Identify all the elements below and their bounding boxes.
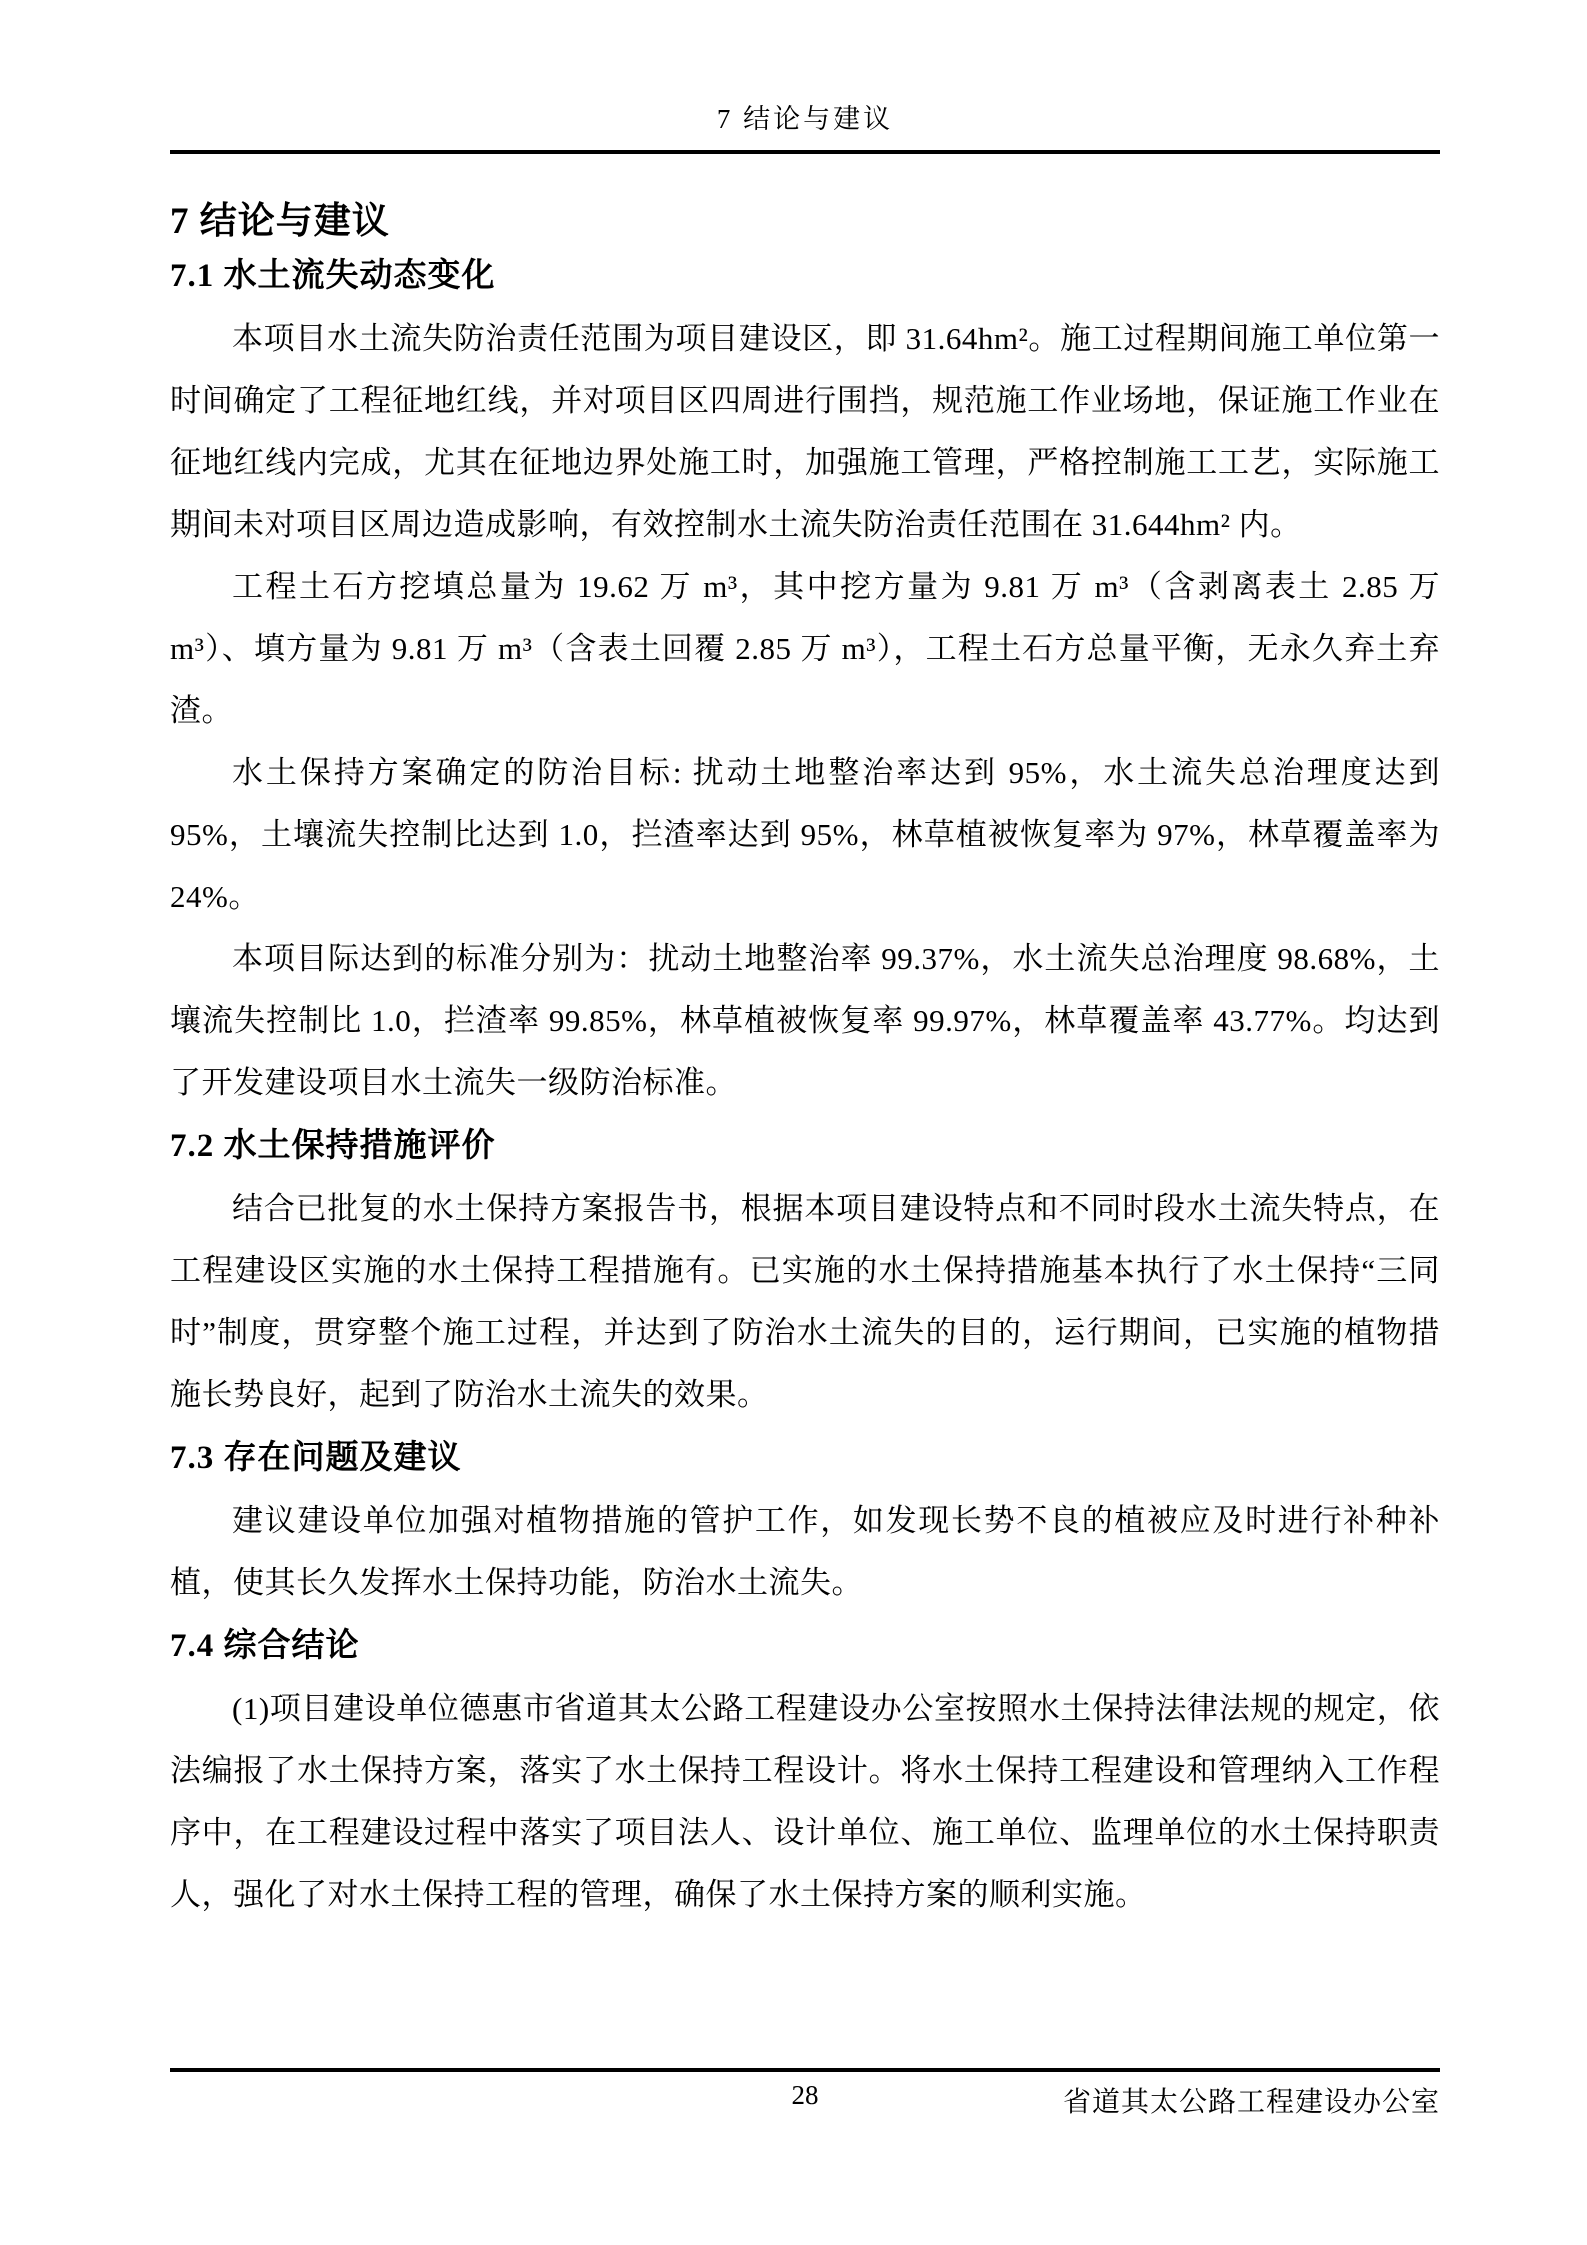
chapter-title: 7 结论与建议 [170, 201, 390, 242]
paragraph: 本项目际达到的标准分别为：扰动土地整治率 99.37%，水土流失总治理度 98.68%，土壤流失控制比 1.0，拦渣率 99.85%，林草植被恢复率 99.97%，林草覆盖率 43.77%。均达到了开发建设项目水土流失一级防治标准。 [170, 941, 1440, 1100]
section-heading-7-3: 7.3 存在问题及建议 [170, 1440, 462, 1476]
paragraph: 水土保持方案确定的防治目标: 扰动土地整治率达到 95%，水土流失总治理度达到 95%，土壤流失控制比达到 1.0，拦渣率达到 95%，林草植被恢复率为 97%，林草覆盖率为 24%。 [170, 755, 1440, 914]
paragraph: (1)项目建设单位德惠市省道其太公路工程建设办公室按照水土保持法律法规的规定，依法编报了水土保持方案，落实了水土保持工程设计。将水土保持工程建设和管理纳入工作程序中，在工程建设过程中落实了项目法人、设计单位、施工单位、监理单位的水土保持职责人，强化了对水土保持工程的管理，确保了水土保持方案的顺利实施。 [170, 1691, 1440, 1912]
paragraph: 本项目水土流失防治责任范围为项目建设区，即 31.64hm²。施工过程期间施工单位第一时间确定了工程征地红线，并对项目区四周进行围挡，规范施工作业场地，保证施工作业在征地红线内完成，尤其在征地边界处施工时，加强施工管理，严格控制施工工艺，实际施工期间未对项目区周边造成影响，有效控制水土流失防治责任范围在 31.644hm² 内。 [170, 321, 1440, 542]
page-footer [170, 2068, 1440, 2132]
running-header: 7 结论与建议 [170, 102, 1440, 154]
page-number: 28 [791, 2080, 819, 2110]
footer-organization: 省道其太公路工程建设办公室 [1062, 2087, 1440, 2118]
section-heading-7-2: 7.2 水土保持措施评价 [170, 1128, 496, 1164]
paragraph: 工程土石方挖填总量为 19.62 万 m³，其中挖方量为 9.81 万 m³（含剥离表土 2.85 万 m³）、填方量为 9.81 万 m³（含表土回覆 2.85 万 m³），工程土石方总量平衡，无永久弃土弃渣。 [170, 569, 1440, 728]
section-heading-7-4: 7.4 综合结论 [170, 1628, 360, 1664]
section-heading-7-1: 7.1 水土流失动态变化 [170, 258, 496, 294]
paragraph: 建议建设单位加强对植物措施的管护工作，如发现长势不良的植被应及时进行补种补植，使其长久发挥水土保持功能，防治水土流失。 [170, 1503, 1440, 1600]
paragraph: 结合已批复的水土保持方案报告书，根据本项目建设特点和不同时段水土流失特点，在工程建设区实施的水土保持工程措施有。已实施的水土保持措施基本执行了水土保持“三同时”制度，贯穿整个施工过程，并达到了防治水土流失的目的，运行期间，已实施的植物措施长势良好，起到了防治水土流失的效果。 [170, 1191, 1440, 1412]
